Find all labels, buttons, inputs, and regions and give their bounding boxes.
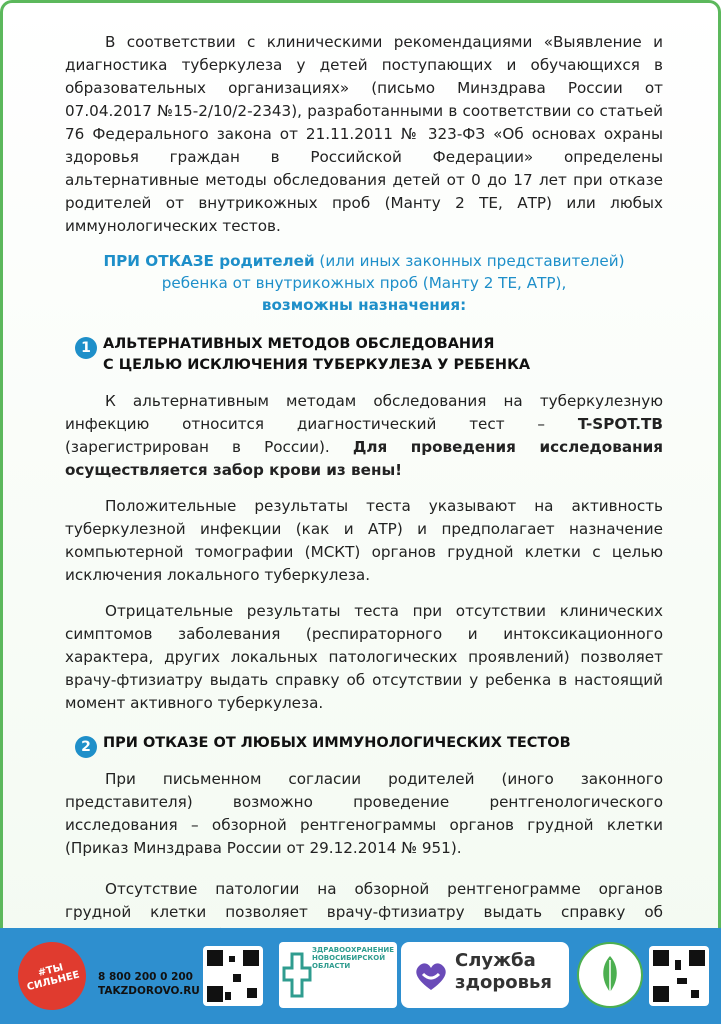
- qr-code-icon: [203, 946, 263, 1006]
- callout-line3: возможны назначения:: [261, 296, 467, 314]
- section1-title-line2: С ЦЕЛЬЮ ИСКЛЮЧЕНИЯ ТУБЕРКУЛЕЗА У РЕБЕНКА: [103, 357, 531, 373]
- callout-line2: ребенка от внутрикожных проб (Манту 2 ТЕ, АТР),: [161, 274, 567, 292]
- blood-warning: Для проведения исследования осуществляется забор крови из вены!: [65, 438, 663, 479]
- callout-line1: [65, 250, 663, 272]
- cross-icon: [282, 952, 312, 998]
- number-2-icon: 2: [75, 736, 97, 758]
- campaign-logo: #ТЫ СИЛЬНЕЕ: [11, 935, 93, 1017]
- intro-paragraph: В соответствии с клиническими рекомендациями «Выявление и диагностика туберкулеза у детей поступающих и обучающихся в образовательных организациях» (письмо Минздрава России от 07.04.2017 №15-2/10/2-2343), разработанными в соответствии со статьей 76 Федерального закона от 21.11.2011 № 323-ФЗ «Об основах охраны здоровья граждан в Российской Федерации» определены альтернативные методы обследования детей от 0 до 17 лет при отказе родителей от внутрикожных проб (Манту 2 ТЕ, АТР) или любых иммунологических тестов.: [65, 33, 663, 235]
- health-logo-text: ЗДРАВООХРАНЕНИЕ НОВОСИБИРСКОЙ ОБЛАСТИ: [312, 946, 395, 970]
- p1-start: К альтернативным методам обследования на туберкулезную инфекцию относится диагностический тест –: [65, 392, 663, 433]
- service-line1: Служба: [455, 950, 536, 971]
- leaf-icon: [579, 944, 641, 1006]
- callout: [65, 250, 663, 316]
- footer-bar: [0, 928, 721, 1024]
- section1-paragraph1: [65, 390, 663, 482]
- section1-title-line1: АЛЬТЕРНАТИВНЫХ МЕТОДОВ ОБСЛЕДОВАНИЯ: [103, 336, 495, 352]
- qr-code-icon: [649, 946, 709, 1006]
- service-text: [455, 950, 552, 994]
- section1-paragraph2: Положительные результаты теста указывают на активность туберкулезной инфекции (как и АТР) и предполагает назначение компьютерной томографии (МСКТ) органов грудной клетки с целью исключения локального туберкулеза.: [65, 497, 663, 584]
- test-name: T-SPOT.TB: [577, 415, 663, 433]
- region-seal-icon: [577, 942, 643, 1008]
- health-service-logo: [401, 942, 569, 1008]
- p1-mid: (зарегистрирован в России).: [65, 438, 353, 456]
- section1-heading: [65, 334, 663, 376]
- service-line2: здоровья: [455, 972, 552, 993]
- section2-paragraph1: При письменном согласии родителей (иного законного представителя) возможно проведение рентгенологического исследования – обзорной рентгенограммы органов грудной клетки (Приказ Минздрава России от 29.12.2014 № 951).: [65, 770, 663, 857]
- heart-icon: [411, 956, 451, 996]
- callout-bold: ПРИ ОТКАЗЕ родителей: [103, 252, 315, 270]
- section2-heading: [65, 733, 663, 754]
- callout-rest: (или иных законных представителей): [314, 252, 625, 270]
- health-ministry-logo: [279, 942, 397, 1008]
- hotline-phone: 8 800 200 0 200: [98, 971, 193, 983]
- section2-title: ПРИ ОТКАЗЕ ОТ ЛЮБЫХ ИММУНОЛОГИЧЕСКИХ ТЕСТОВ: [103, 735, 571, 751]
- number-1-icon: 1: [75, 337, 97, 359]
- document-body: [65, 31, 663, 970]
- section2-paragraph2: Отсутствие патологии на обзорной рентгенограмме органов грудной клетки позволяет врачу-фтизиатру выдать справку об: [65, 880, 663, 921]
- website-link[interactable]: TAKZDOROVO.RU: [98, 985, 200, 997]
- section1-paragraph3: Отрицательные результаты теста при отсутствии клинических симптомов заболевания (респираторного и интоксикационного характера, других локальных патологических проявлений) позволяет врачу-фтизиатру выдать справку об отсутствии у ребенка в настоящий момент активного туберкулеза.: [65, 602, 663, 712]
